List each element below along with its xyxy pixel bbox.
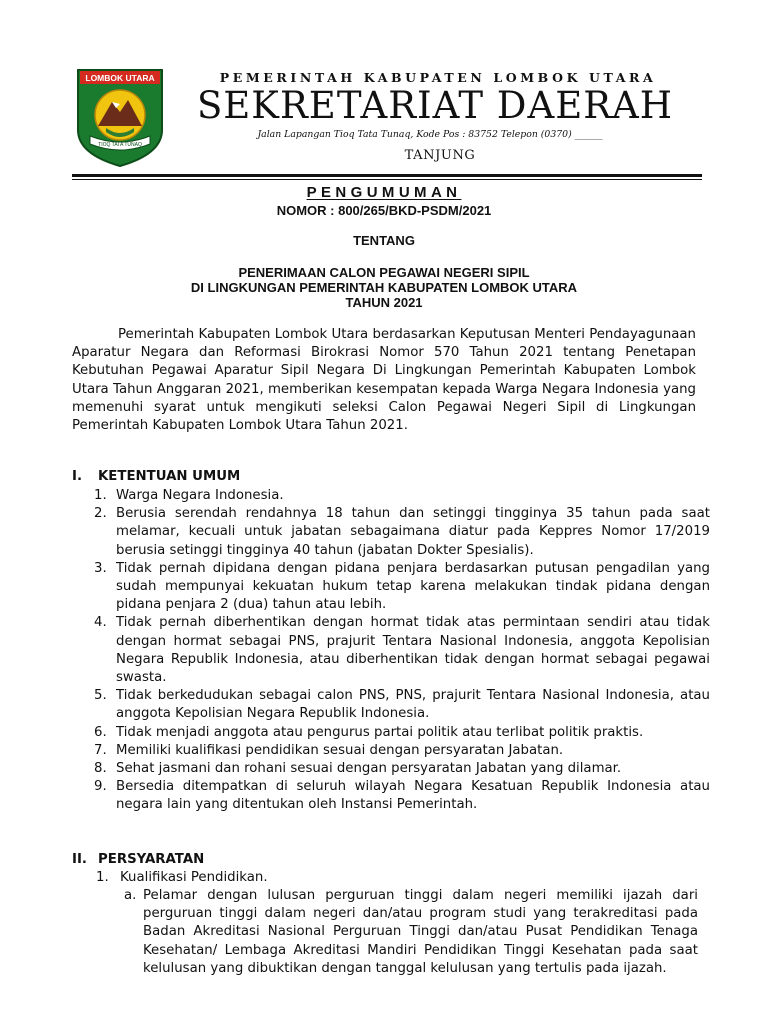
- list-item-number: 1.: [94, 488, 107, 503]
- list-item-text: Tidak pernah dipidana dengan pidana penjara berdasarkan putusan pengadilan yang sudah mempunyai kekuatan hukum tetap karena melakukan tindak pidana dengan pidana penjara 2 (dua) tahun atau lebih.: [116, 560, 710, 613]
- list-item-letter: a.: [124, 888, 137, 903]
- list-item-text: Bersedia ditempatkan di seluruh wilayah Negara Kesatuan Republik Indonesia atau negara lain yang ditentukan oleh Instansi Pemerintah.: [116, 779, 710, 813]
- list-item-number: 9.: [94, 779, 107, 795]
- list-item: [94, 505, 710, 560]
- list-item: [94, 614, 710, 687]
- announcement-heading: PENGUMUMAN: [306, 184, 462, 201]
- list-item-number: 7.: [94, 742, 107, 758]
- list-item: [94, 724, 710, 742]
- logo-motto: TIOQ TATA TUNAQ: [98, 142, 142, 148]
- list-item-number: 4.: [94, 615, 107, 631]
- section-2-heading: [72, 852, 204, 867]
- list-item-number: 5.: [94, 688, 107, 704]
- section-2-number: II.: [72, 852, 87, 867]
- subject-line-2: DI LINGKUNGAN PEMERINTAH KABUPATEN LOMBOK UTARA: [190, 280, 578, 295]
- subject-line-3: TAHUN 2021: [345, 295, 423, 310]
- letterhead-rule-thick: [72, 174, 702, 177]
- subsection-number: 1.: [96, 870, 109, 885]
- list-item-text: Sehat jasmani dan rohani sesuai dengan persyaratan Jabatan yang dilamar.: [116, 761, 622, 777]
- subject-line-1: PENERIMAAN CALON PEGAWAI NEGERI SIPIL: [238, 265, 530, 280]
- section-1-title: KETENTUAN UMUM: [98, 469, 241, 484]
- list-item: [94, 778, 710, 814]
- list-item-text: Warga Negara Indonesia.: [116, 488, 284, 503]
- section-1-heading: [72, 469, 240, 484]
- list-item-number: 8.: [94, 761, 107, 777]
- list-item-text: Memiliki kualifikasi pendidikan sesuai dengan persyaratan Jabatan.: [116, 742, 564, 758]
- logo-text: LOMBOK UTARA: [85, 73, 155, 83]
- lombok-utara-logo: [76, 68, 164, 168]
- list-item-text: Tidak pernah diberhentikan dengan hormat tidak atas permintaan sendiri atau tidak dengan hormat sebagai PNS, prajurit Tentara Nasional Indonesia, anggota Kepolisian Negara Republik Indonesia, atau diberhentikan tidak dengan hormat sebagai pegawai swasta.: [116, 615, 710, 686]
- list-item-text: Berusia serendah rendahnya 18 tahun dan setinggi tingginya 35 tahun pada saat melamar, kecuali untuk jabatan sebagaimana diatur pada Keppres Nomor 17/2019 berusia setinggi tingginya 40 tahun (jabatan Dokter Spesialis).: [116, 506, 710, 558]
- letterhead-title: SEKRETARIAT DAERAH: [196, 84, 674, 127]
- list-item-number: 3.: [94, 560, 107, 576]
- list-item-text: Pelamar dengan lulusan perguruan tinggi dalam negeri memiliki ijazah dari perguruan tinggi dalam negeri dan/atau program studi yang terakreditasi pada Badan Akreditasi Nasional Perguruan Tinggi dan/atau Pusat Pendidikan Tenaga Kesehatan/ Lembaga Akreditasi Mandiri Pendidikan Tinggi Kesehatan pada saat kelulusan yang dibuktikan dengan tanggal kelulusan yang tertulis pada ijazah.: [143, 888, 698, 976]
- subsection-title: Kualifikasi Pendidikan.: [120, 870, 268, 885]
- subsection-list: [124, 887, 698, 978]
- list-item: [124, 887, 698, 978]
- subsection-heading: [96, 870, 268, 885]
- list-item-number: 6.: [94, 724, 107, 740]
- section-2-title: PERSYARATAN: [98, 852, 205, 867]
- letterhead-address: Jalan Lapangan Tioq Tata Tunaq, Kode Pos : 83752 Telepon (0370) ______: [257, 129, 603, 140]
- list-item-text: Tidak berkedudukan sebagai calon PNS, PNS, prajurit Tentara Nasional Indonesia, atau anggota Kepolisian Negara Republik Indonesia.: [116, 688, 710, 722]
- list-item: [94, 760, 710, 778]
- section-1-number: I.: [72, 469, 82, 484]
- letterhead-city: TANJUNG: [404, 148, 476, 163]
- announcement-number: NOMOR : 800/265/BKD-PSDM/2021: [276, 203, 492, 218]
- list-item: [94, 560, 710, 615]
- announcement-about: TENTANG: [353, 233, 415, 248]
- list-item-text: Tidak menjadi anggota atau pengurus partai politik atau terlibat politik praktis.: [116, 724, 644, 740]
- letterhead-rule-thin: [72, 179, 702, 180]
- intro-paragraph: Pemerintah Kabupaten Lombok Utara berdasarkan Keputusan Menteri Pendayagunaan Aparatur Negara dan Reformasi Birokrasi Nomor 570 Tahun 2021 tentang Penetapan Kebutuhan Pegawai Aparatur Sipil Negara Di Lingkungan Pemerintah Kabupaten Lombok Utara Tahun Anggaran 2021, memberikan kesempatan kepada Warga Negara Indonesia yang memenuhi syarat untuk mengikuti seleksi Calon Pegawai Negeri Sipil di Lingkungan Pemerintah Kabupaten Lombok Utara Tahun 2021.: [72, 327, 696, 434]
- letterhead-government: PEMERINTAH KABUPATEN LOMBOK UTARA: [219, 70, 657, 85]
- section-1-list: [94, 487, 710, 815]
- list-item: [94, 742, 710, 760]
- list-item: [94, 687, 710, 723]
- list-item: [94, 487, 710, 505]
- list-item-number: 2.: [94, 506, 107, 522]
